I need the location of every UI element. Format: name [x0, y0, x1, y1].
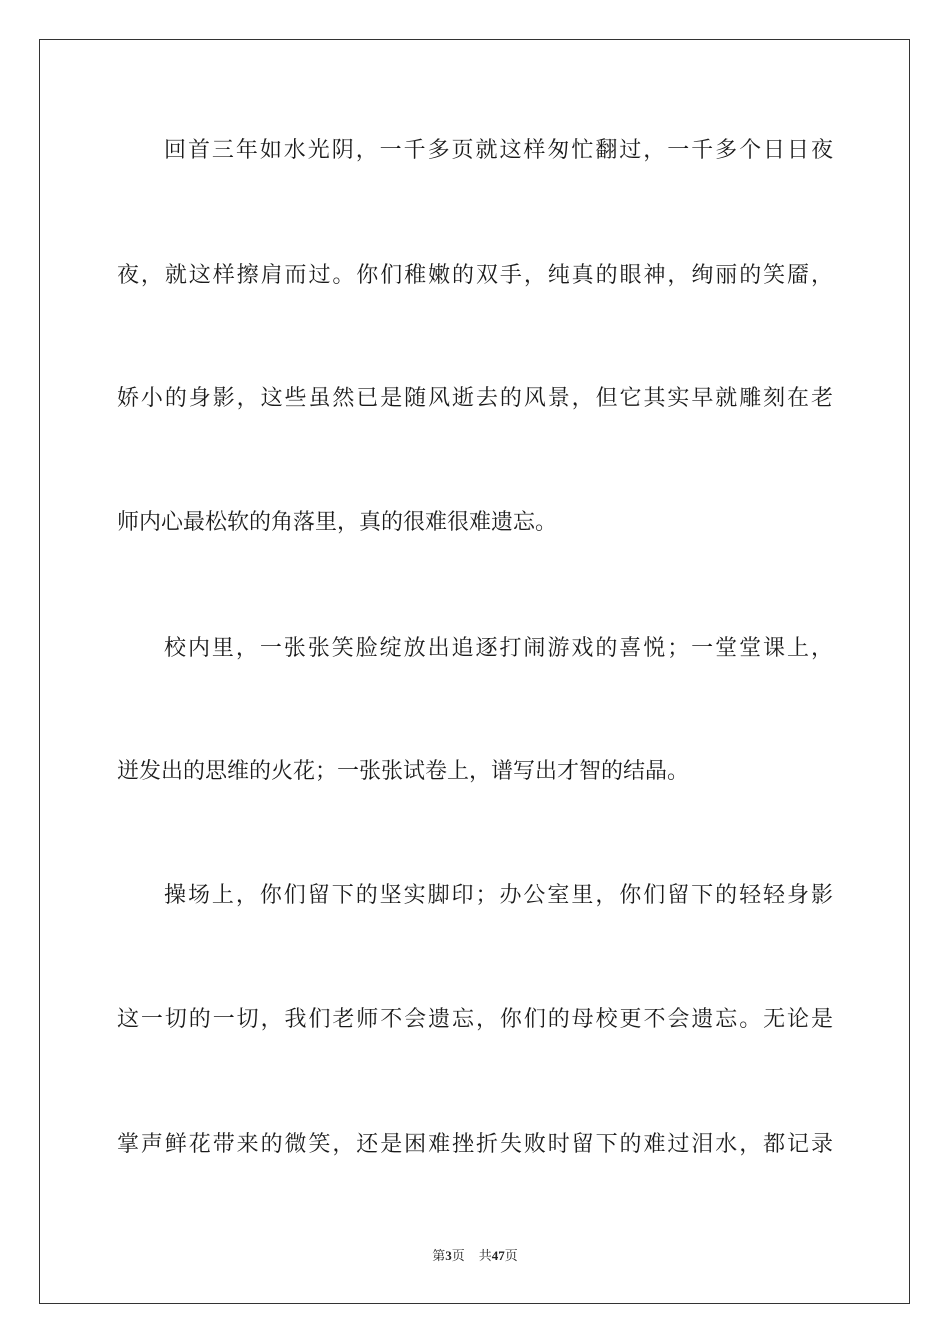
paragraph-2-line-1: 校内里，一张张笑脸绽放出追逐打闹游戏的喜悦；一堂堂课上，: [164, 636, 833, 661]
paragraph-1-line-2: 夜，就这样擦肩而过。你们稚嫩的双手，纯真的眼神，绚丽的笑靥，: [117, 263, 833, 288]
footer-page-prefix: 第: [432, 1248, 446, 1263]
footer-page-number: 3: [445, 1248, 452, 1263]
paragraph-1-line-3: 娇小的身影，这些虽然已是随风逝去的风景，但它其实早就雕刻在老: [117, 386, 833, 411]
footer-total-pages: 47: [491, 1248, 505, 1263]
paragraph-3-line-1: 操场上，你们留下的坚实脚印；办公室里，你们留下的轻轻身影: [164, 883, 833, 908]
page-footer: [0, 1247, 950, 1265]
paragraph-3-line-2: 这一切的一切，我们老师不会遗忘，你们的母校更不会遗忘。无论是: [117, 1007, 833, 1032]
paragraph-2-line-2: 迸发出的思维的火花；一张张试卷上，谱写出才智的结晶。: [117, 759, 690, 784]
footer-total-prefix: 共: [478, 1248, 492, 1263]
paragraph-3-line-3: 掌声鲜花带来的微笑，还是困难挫折失败时留下的难过泪水，都记录: [117, 1132, 833, 1157]
footer-page-suffix: 页: [451, 1248, 465, 1263]
paragraph-1-line-4: 师内心最松软的角落里，真的很难很难遗忘。: [117, 510, 558, 535]
paragraph-1-line-1: 回首三年如水光阴，一千多页就这样匆忙翻过，一千多个日日夜: [164, 138, 833, 163]
page-border: [39, 39, 910, 1304]
footer-total-suffix: 页: [504, 1248, 518, 1263]
